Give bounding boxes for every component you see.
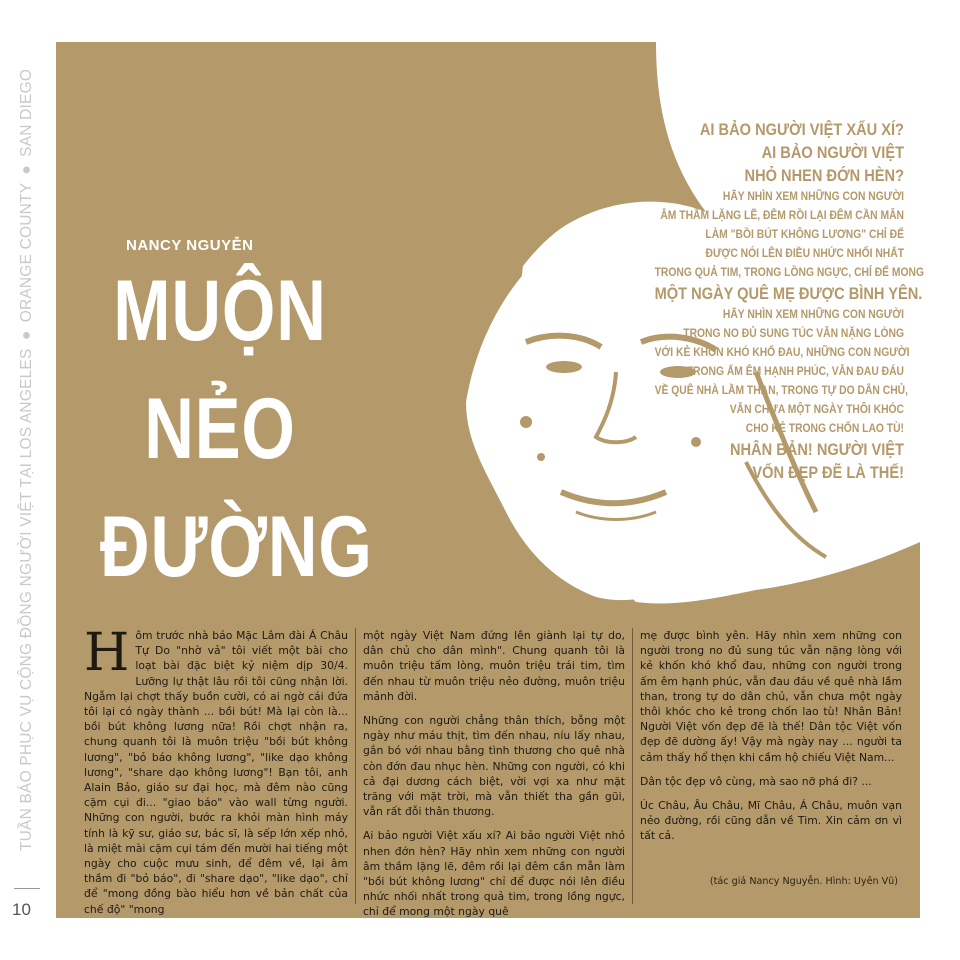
poem-line: CHO KẺ TRONG CHỐN LAO TÙ! bbox=[745, 421, 904, 435]
article-panel bbox=[56, 42, 925, 919]
title-line: NẺO bbox=[144, 381, 296, 477]
body-column-1 bbox=[84, 623, 348, 916]
poem-line: NHÂN BẢN! NGƯỜI VIỆT bbox=[729, 440, 904, 459]
author-byline: NANCY NGUYỄN bbox=[126, 237, 254, 254]
column-divider bbox=[355, 628, 356, 904]
title-line: MUỘN bbox=[113, 263, 327, 359]
poem-line: LÀM "BỒI BÚT KHÔNG LƯƠNG" CHỈ ĐỂ bbox=[705, 227, 904, 241]
poem-line: VỚI KẺ KHỐN KHÓ KHỔ ĐAU, NHỮNG CON NGƯỜI bbox=[654, 345, 910, 359]
column-divider bbox=[632, 628, 633, 904]
paragraph: mẹ được bình yên. Hãy nhìn xem những con người trong no đủ sung túc vẫn nặng lòng với kẻ khốn khó khổ đau, những con người trong ấm êm hạnh phúc, vẫn đau đáu về quê nhà lầm than, trong tự do dân chủ, vẫn chưa một ngày thôi khóc cho kẻ trong chốn lao tù! Nhân Bản! Người Việt vốn đẹp đẽ là thế! Dân tộc Việt vốn đẹp đẽ dường ấy! Vậy mà ngày nay ... người ta cảm thấy hổ thẹn khi cầm hộ chiếu Việt Nam... bbox=[640, 629, 902, 764]
poem-line: AI BẢO NGƯỜI VIỆT bbox=[761, 143, 904, 162]
title-line: ĐƯỜNG bbox=[100, 499, 373, 595]
poem-line: TRONG QUẢ TIM, TRONG LỒNG NGỰC, CHỈ ĐỂ MONG bbox=[654, 265, 925, 279]
poem-line: HÃY NHÌN XEM NHỮNG CON NGƯỜI bbox=[722, 189, 904, 203]
photo-credit: (tác giả Nancy Nguyễn. Hình: Uyên Vũ) bbox=[709, 876, 898, 887]
poem-line: MỘT NGÀY QUÊ MẸ ĐƯỢC BÌNH YÊN. bbox=[654, 284, 923, 303]
poem-line: ĐƯỢC NÓI LÊN ĐIỀU NHỨC NHỐI NHẤT bbox=[705, 246, 904, 260]
poem-line: ÂM THẦM LẶNG LẼ, ĐÊM RỒI LẠI ĐÊM CẦN MẪN bbox=[660, 208, 904, 222]
paragraph bbox=[84, 623, 348, 917]
paragraph: Dân tộc đẹp vô cùng, mà sao nỡ phá đi? ... bbox=[640, 774, 872, 788]
paragraph: Những con người chẳng thân thích, bỗng một ngày như máu thịt, tìm đến nhau, níu lấy nhau, gắn bó với nhau bằng tình thương cho quê nhà còn đớn đau nhục hèn. Những con người, có khi cả đại dương cách biệt, vời vợi xa như mặt trăng với mặt trời, mà vẫn thiết tha gần gũi, vẫn rất đỗi thân thương. bbox=[363, 714, 625, 819]
poem-line: TRONG ẤM ÊM HẠNH PHÚC, VẪN ĐAU ĐÁU bbox=[686, 364, 904, 378]
body-column-3 bbox=[640, 628, 902, 904]
paragraph: Ai bảo người Việt xấu xí? Ai bảo người Việt nhỏ nhen đớn hèn? Hãy nhìn xem những con người âm thầm lặng lẽ, đêm rồi lại đêm cần mẫn làm "bồi bút không lương" chỉ để được nói lên điều nhức nhối nhất trong quả tim, trong lồng ngực, chỉ để mong một ngày quê bbox=[363, 829, 625, 919]
pull-quote-poem bbox=[614, 118, 925, 484]
poem-line: NHỎ NHEN ĐỚN HÈN? bbox=[744, 166, 904, 185]
poem-line: AI BẢO NGƯỜI VIỆT XẤU XÍ? bbox=[699, 120, 904, 139]
paragraph: một ngày Việt Nam đứng lên giành lại tự do, dân chủ cho dân mình". Chung quanh tôi là muôn triệu tấm lòng, muôn triệu trái tim, tìm đến nhau từ muôn triệu nẻo đường, muôn triệu mảnh đời. bbox=[363, 629, 625, 703]
masthead-sidebar: TUẦN BÁO PHỤC VỤ CỘNG ĐỒNG NGƯỜI VIỆT TẠI LOS ANGELES ● ORANGE COUNTY ● SAN DIEGO bbox=[18, 68, 35, 852]
body-column-2 bbox=[363, 628, 625, 919]
article-title bbox=[100, 252, 373, 606]
paragraph: Úc Châu, Âu Châu, Mĩ Châu, Á Châu, muôn vạn nẻo đường, rồi cũng dẫn về Tim. Xin cảm ơn vì tất cả. bbox=[640, 799, 902, 843]
poem-line: VẪN CHƯA MỘT NGÀY THÔI KHÓC bbox=[729, 402, 904, 416]
poem-line: HÃY NHÌN XEM NHỮNG CON NGƯỜI bbox=[722, 307, 904, 321]
page-number-rule bbox=[14, 888, 40, 889]
paragraph-text: ôm trước nhà báo Mặc Lâm đài Á Châu Tự Do "nhờ vả" tôi viết một bài cho loạt bài đặc biệt kỷ niệm dịp 30/4. Lưỡng lự thật lâu rồi tôi cũng nhận lời. Ngẫm lại chợt thấy buồn cười, có ai ngờ cái đứa tôi lại có ngày thành ... bồi bút! Mà lại còn là... bồi bút không lương nữa! Rồi chợt nhận ra, chung quanh tôi là muôn triệu "bồi bút không lương", "bỏ báo không lương", "like dạo không lương", "share dạo không lương"! Bạn tôi, anh Alain Bảo, giáo sư đại học, mà đêm nào cũng cặm cụi đi... "giao báo" vào wall từng người. Những con người, bước ra khỏi màn hình máy tính là kỹ sư, giáo sư, bác sĩ, là sếp lớn xếp nhỏ, là miệt mài cặm cụi tám đến mười hai tiếng một ngày cho cuộc mưu sinh, để đêm về, lại âm thầm đi "bỏ báo", đi "share dạo", "like dạo", chỉ để "mong đồng bào hiểu hơn về bản chất của chế độ" "mong bbox=[84, 629, 348, 916]
drop-cap: H bbox=[84, 623, 130, 683]
poem-line: VỀ QUÊ NHÀ LẦM THAN, TRONG TỰ DO DÂN CHỦ, bbox=[654, 383, 908, 397]
poem-line: TRONG NO ĐỦ SUNG TÚC VẪN NẶNG LÒNG bbox=[683, 326, 904, 340]
page-number: 10 bbox=[12, 900, 31, 919]
poem-line: VỐN ĐẸP ĐẼ LÀ THẾ! bbox=[752, 463, 904, 482]
